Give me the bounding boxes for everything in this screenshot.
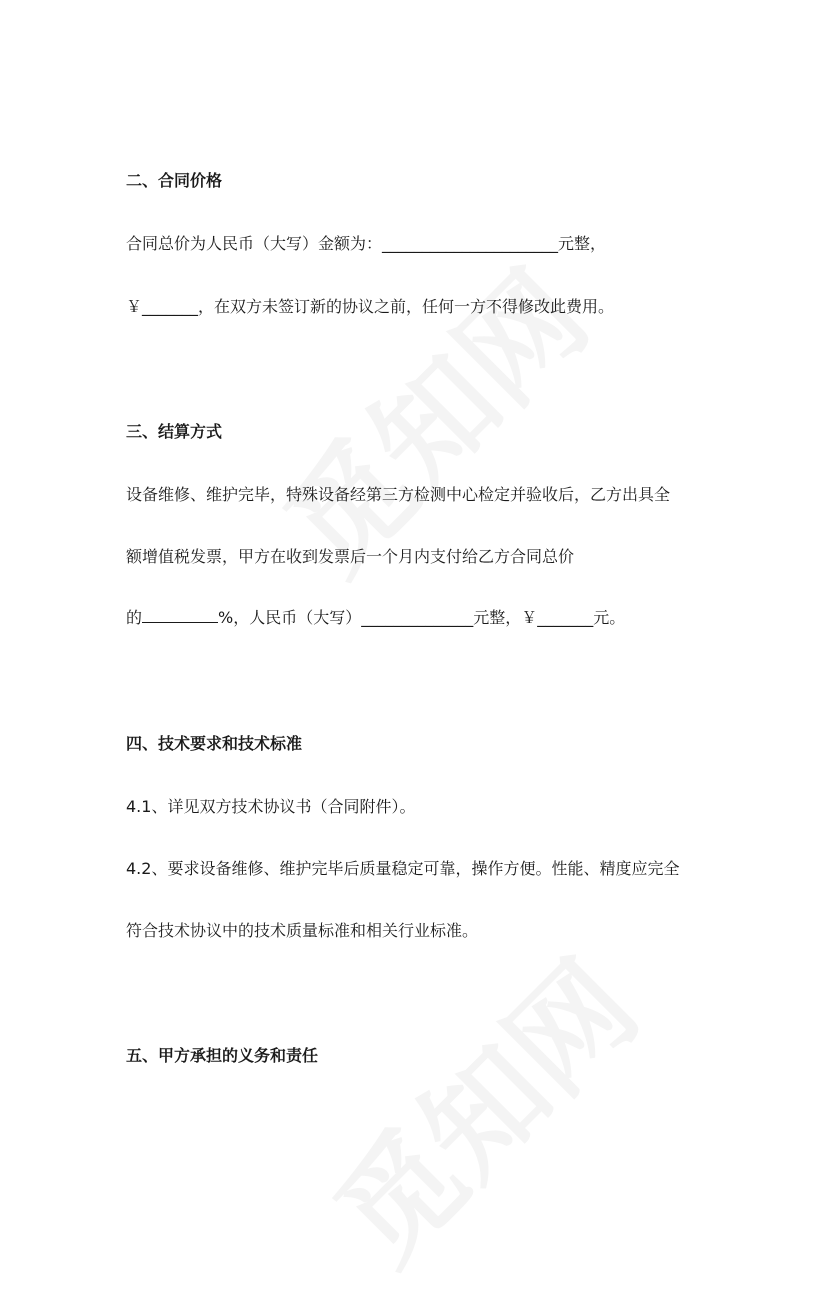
section-4-item-2-line-1: 4.2、要求设备维修、维护完毕后质量稳定可靠，操作方便。性能、精度应完全 <box>126 859 680 878</box>
section-4-item-1: 4.1、详见双方技术协议书（合同附件）。 <box>126 797 416 816</box>
section-4-heading: 四、技术要求和技术标准 <box>126 734 303 753</box>
section-3-line-2: 额增值税发票，甲方在收到发票后一个月内支付给乙方合同总价 <box>126 547 575 566</box>
section-3-line-3-prefix: 的 <box>126 608 143 627</box>
watermark-bottom <box>292 918 668 1294</box>
section-3-line-1: 设备维修、维护完毕，特殊设备经第三方检测中心检定并验收后，乙方出具全 <box>126 485 671 504</box>
percentage-blank <box>142 608 218 623</box>
section-3-line-3-suffix: %，人民币（大写）______________元整，￥_______元。 <box>218 608 626 627</box>
section-3-line-3 <box>126 607 625 629</box>
section-2-line-2: ￥_______，在双方未签订新的协议之前，任何一方不得修改此费用。 <box>126 297 615 316</box>
section-5-heading: 五、甲方承担的义务和责任 <box>126 1046 319 1065</box>
section-4-item-2-line-2: 符合技术协议中的技术质量标准和相关行业标准。 <box>126 921 479 940</box>
section-2-heading: 二、合同价格 <box>126 171 223 190</box>
section-2-line-1: 合同总价为人民币（大写）金额为：______________________元整， <box>126 234 607 253</box>
section-3-heading: 三、结算方式 <box>126 422 223 441</box>
